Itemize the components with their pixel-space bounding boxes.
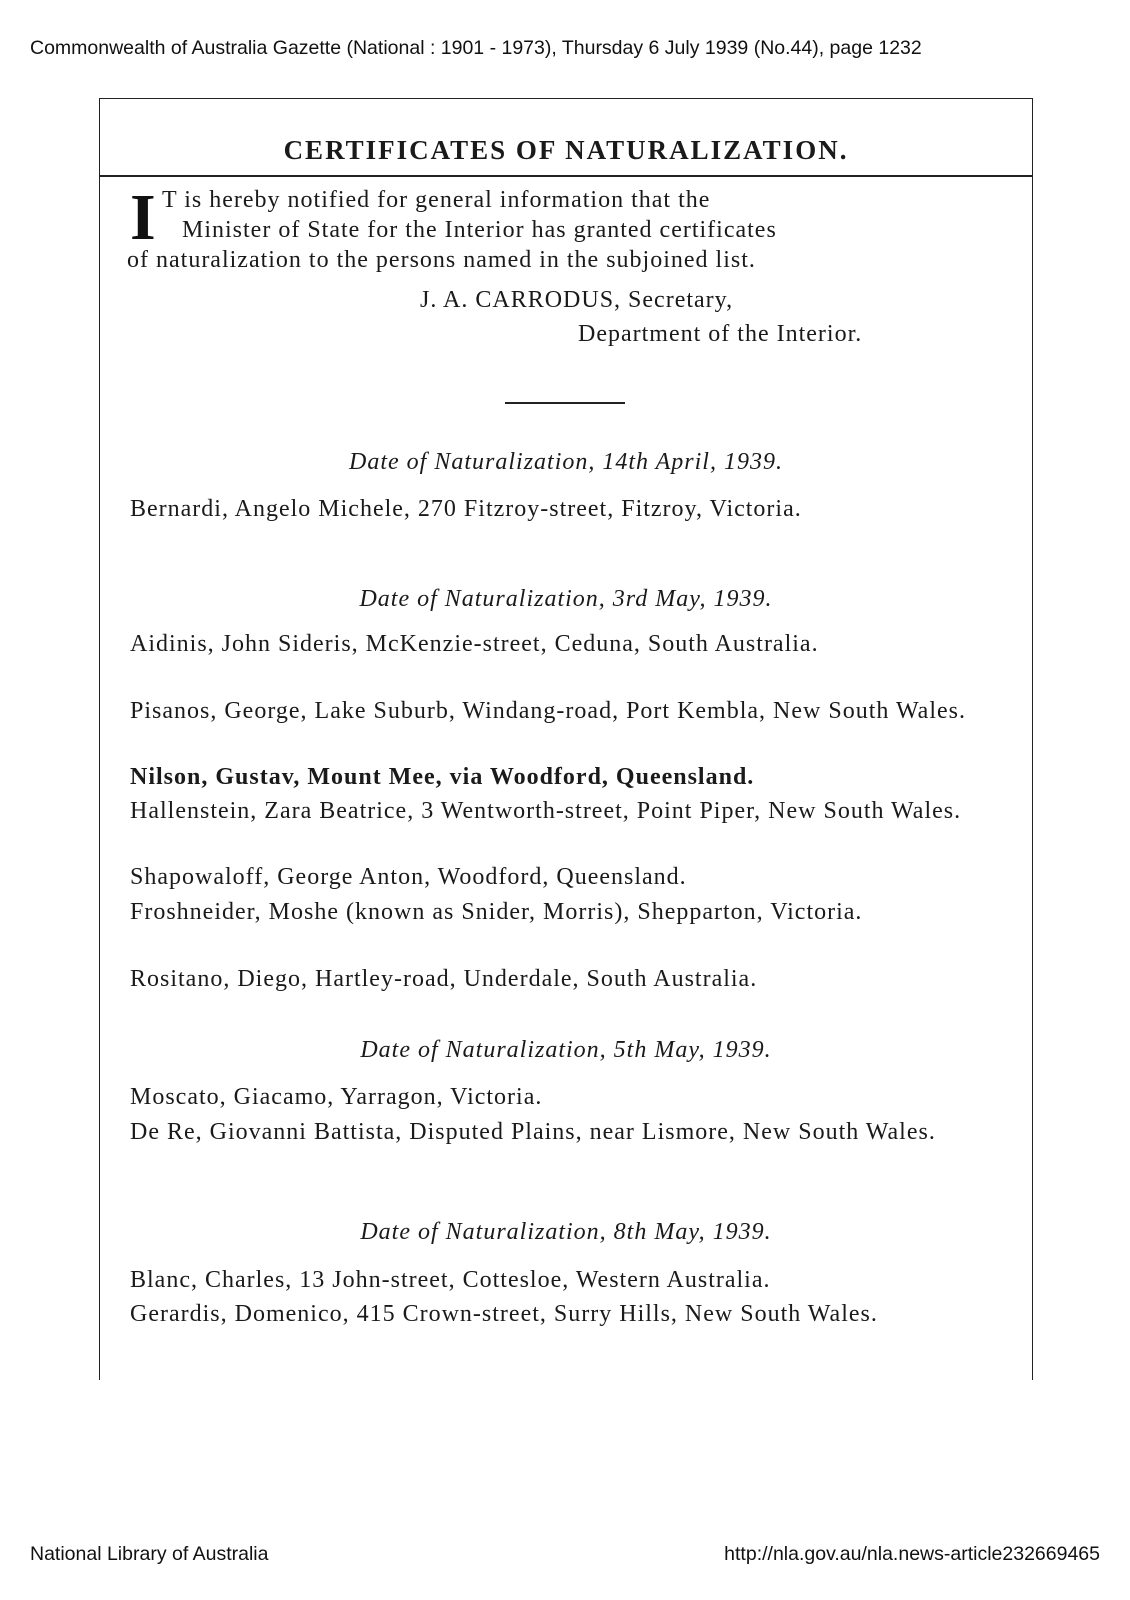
naturalization-entry: Moscato, Giacamo, Yarragon, Victoria. <box>130 1084 543 1110</box>
naturalization-entry: Froshneider, Moshe (known as Snider, Morris), Shepparton, Victoria. <box>130 899 863 925</box>
notice-title: CERTIFICATES OF NATURALIZATION. <box>283 135 849 165</box>
date-heading: Date of Naturalization, 3rd May, 1939. <box>359 586 773 612</box>
naturalization-entry: Shapowaloff, George Anton, Woodford, Queensland. <box>130 864 687 890</box>
drop-cap: I <box>130 181 156 254</box>
naturalization-entry: Nilson, Gustav, Mount Mee, via Woodford, Queensland. <box>130 764 755 790</box>
naturalization-entry: De Re, Giovanni Battista, Disputed Plains, near Lismore, New South Wales. <box>130 1119 936 1145</box>
date-heading: Date of Naturalization, 5th May, 1939. <box>360 1037 772 1063</box>
date-heading: Date of Naturalization, 8th May, 1939. <box>360 1219 772 1245</box>
library-credit: National Library of Australia <box>30 1543 269 1565</box>
naturalization-entry: Aidinis, John Sideris, McKenzie-street, Ceduna, South Australia. <box>130 631 819 657</box>
naturalization-entry: Pisanos, George, Lake Suburb, Windang-road, Port Kembla, New South Wales. <box>130 698 966 724</box>
intro-line-3: of naturalization to the persons named in the subjoined list. <box>127 247 756 273</box>
section-divider <box>505 402 625 404</box>
intro-line-1: T is hereby notified for general information that the <box>162 187 711 213</box>
newspaper-clipping <box>99 98 1033 1380</box>
date-heading: Date of Naturalization, 14th April, 1939. <box>349 449 783 475</box>
article-url-link[interactable]: http://nla.gov.au/nla.news-article232669465 <box>724 1543 1100 1565</box>
naturalization-entry: Bernardi, Angelo Michele, 270 Fitzroy-street, Fitzroy, Victoria. <box>130 496 802 522</box>
naturalization-entry: Blanc, Charles, 13 John-street, Cottesloe, Western Australia. <box>130 1267 771 1293</box>
intro-line-2: Minister of State for the Interior has granted certificates <box>182 217 777 243</box>
gazette-citation-header: Commonwealth of Australia Gazette (National : 1901 - 1973), Thursday 6 July 1939 (No.44), page 1232 <box>30 37 922 59</box>
signatory-department: Department of the Interior. <box>578 321 863 347</box>
title-rule <box>100 175 1032 177</box>
naturalization-entry: Hallenstein, Zara Beatrice, 3 Wentworth-street, Point Piper, New South Wales. <box>130 798 962 824</box>
naturalization-entry: Gerardis, Domenico, 415 Crown-street, Surry Hills, New South Wales. <box>130 1301 878 1327</box>
signatory-name: J. A. CARRODUS, Secretary, <box>420 287 734 313</box>
naturalization-entry: Rositano, Diego, Hartley-road, Underdale, South Australia. <box>130 966 758 992</box>
